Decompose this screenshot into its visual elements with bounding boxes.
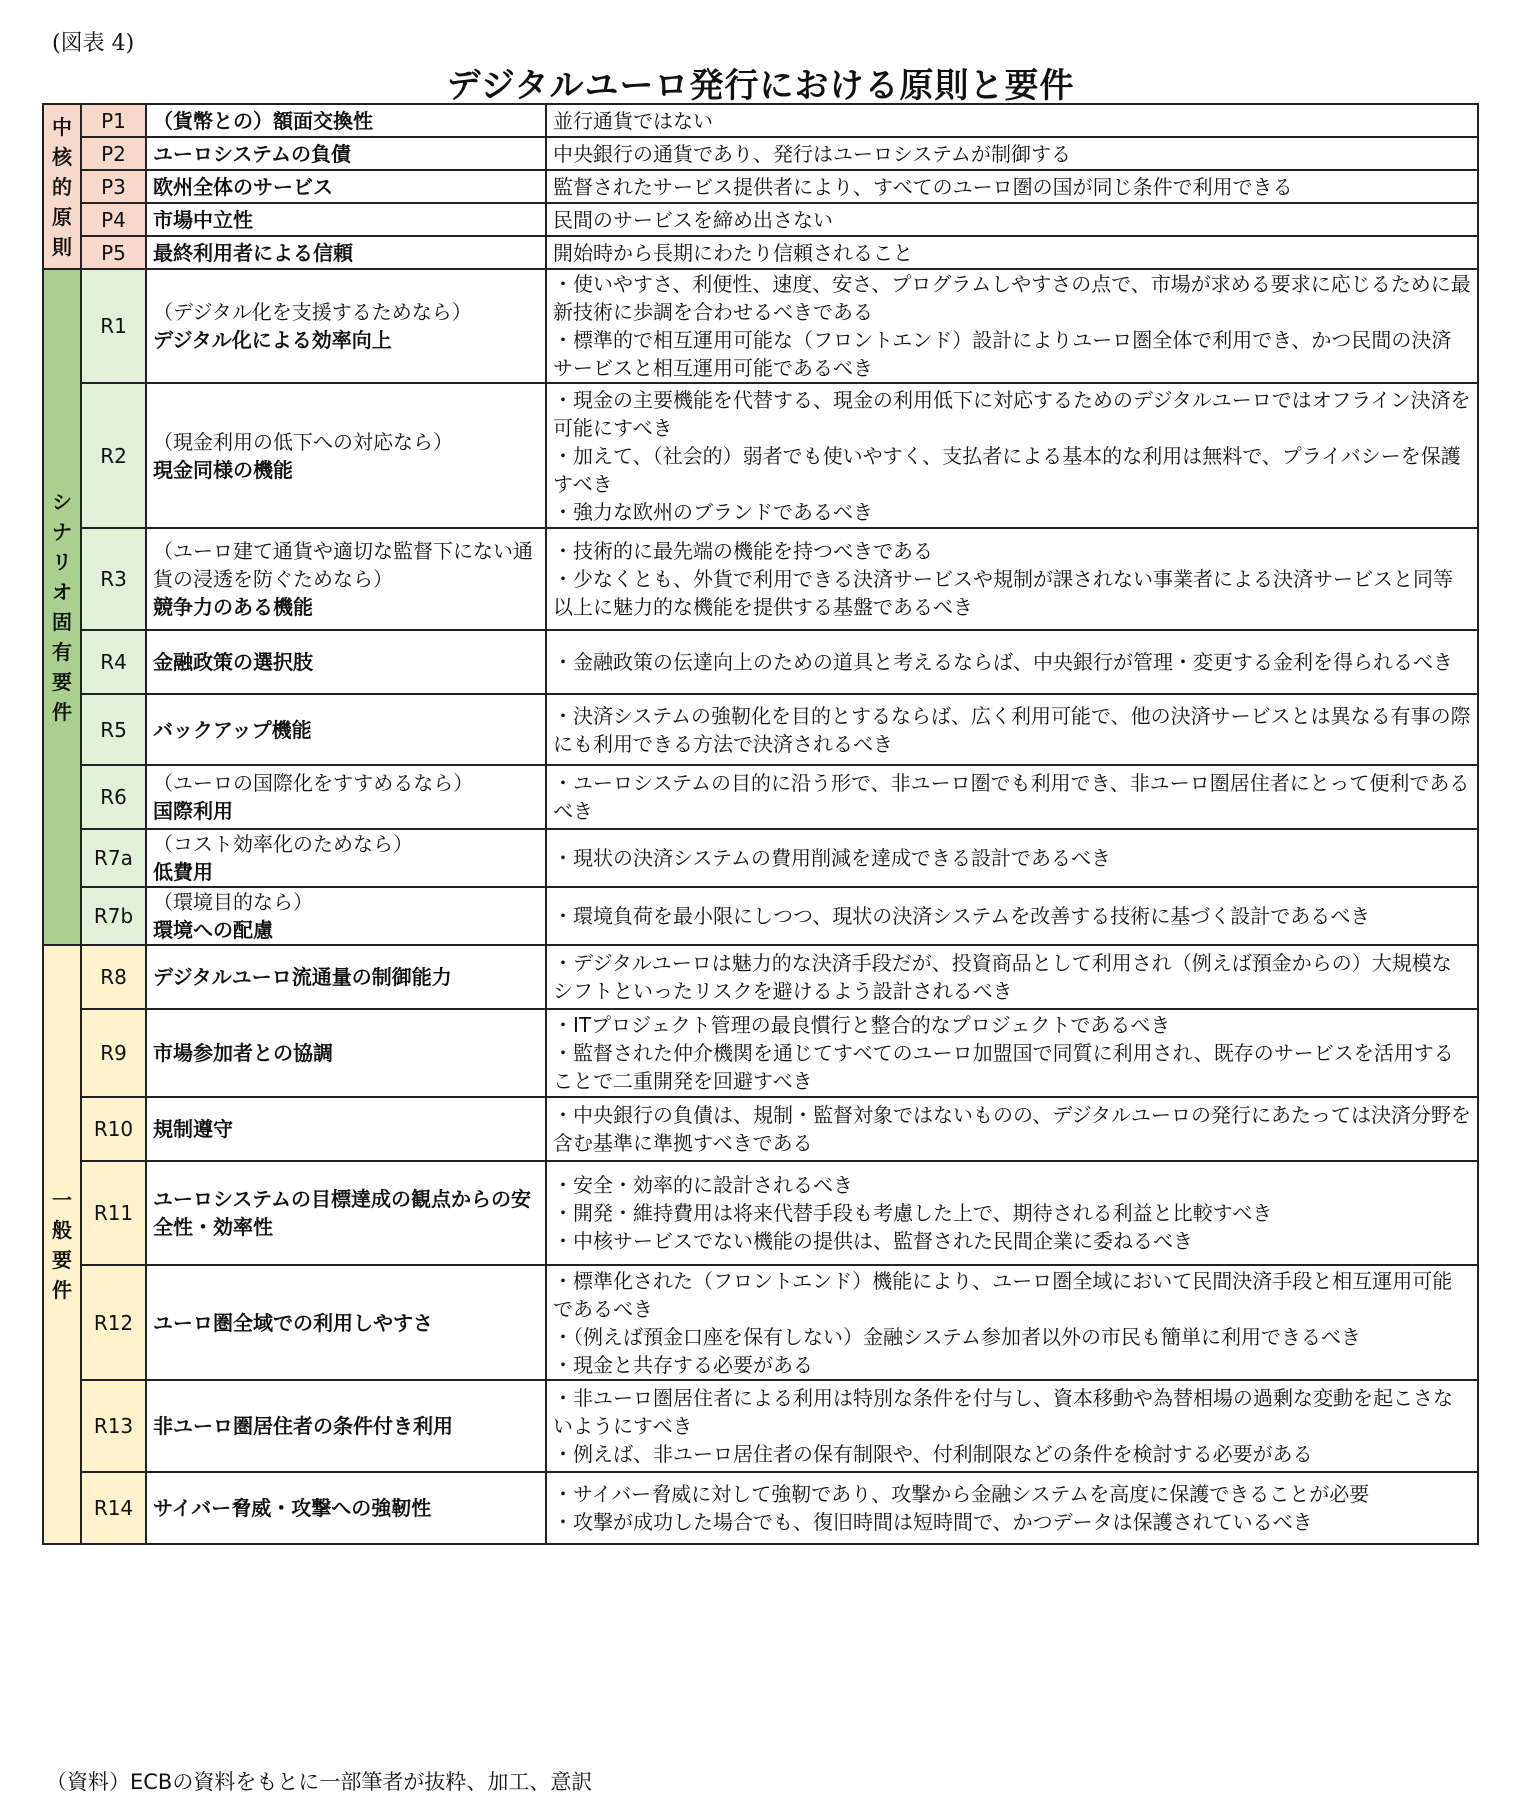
description-line: ・現状の決済システムの費用削減を達成できる設計であるべき xyxy=(553,846,1111,870)
requirement-name: デジタルユーロ流通量の制御能力 xyxy=(153,965,452,989)
table-row xyxy=(43,887,1478,945)
table-row xyxy=(43,236,1478,269)
requirement-description xyxy=(546,1009,1478,1097)
requirement-name: ユーロシステムの目標達成の観点からの安全性・効率性 xyxy=(153,1187,531,1239)
group-label-text: 中核的原則 xyxy=(52,114,72,259)
page-title: デジタルユーロ発行における原則と要件 xyxy=(446,66,1075,106)
figure-caption: (図表 4) xyxy=(52,31,135,56)
requirement-name: 非ユーロ圏居住者の条件付き利用 xyxy=(153,1414,453,1438)
group-label xyxy=(43,104,81,269)
requirement-condition: （ユーロ建て通貨や適切な監督下にない通貨の浸透を防ぐためなら） xyxy=(153,539,533,591)
requirement-name: 現金同様の機能 xyxy=(153,457,293,482)
requirement-name: 市場中立性 xyxy=(153,207,253,232)
description-line: 監督されたサービス提供者により、すべてのユーロ圏の国が同じ条件で利用できる xyxy=(553,174,1293,199)
requirement-name-cell xyxy=(146,170,546,203)
requirement-name-cell xyxy=(146,104,546,137)
requirement-description xyxy=(546,1472,1478,1544)
requirement-code: R4 xyxy=(81,630,146,694)
requirement-code: R2 xyxy=(81,383,146,528)
requirement-description xyxy=(546,203,1478,236)
requirement-name-cell xyxy=(146,1097,546,1161)
requirement-code: P2 xyxy=(81,137,146,170)
requirement-name-cell xyxy=(146,1472,546,1544)
requirement-code: R9 xyxy=(81,1009,146,1097)
description-line: ・加えて、（社会的）弱者でも使いやすく、支払者による基本的な利用は無料で、プライバシーを保護すべき xyxy=(553,443,1461,496)
requirement-name-cell xyxy=(146,203,546,236)
requirement-code: R7a xyxy=(81,829,146,887)
requirement-code: R3 xyxy=(81,528,146,630)
description-line: ・ITプロジェクト管理の最良慣行と整合的なプロジェクトであるべき xyxy=(553,1013,1171,1037)
requirement-description xyxy=(546,269,1478,383)
description-line: ・非ユーロ圏居住者による利用は特別な条件を付与し、資本移動や為替相場の過剰な変動を起こさないようにすべき xyxy=(553,1386,1453,1438)
requirement-name-cell xyxy=(146,1161,546,1265)
table-row xyxy=(43,528,1478,630)
source-note: （資料）ECBの資料をもとに一部筆者が抜粋、加工、意訳 xyxy=(46,1770,593,1794)
requirement-name-cell xyxy=(146,694,546,765)
description-line: ・環境負荷を最小限にしつつ、現状の決済システムを改善する技術に基づく設計であるべき xyxy=(553,904,1371,928)
requirement-description xyxy=(546,383,1478,528)
requirement-name: 最終利用者による信頼 xyxy=(153,240,353,265)
description-line: ・少なくとも、外貨で利用できる決済サービスや規制が課されない事業者による決済サービスと同等以上に魅力的な機能を提供する基盤であるべき xyxy=(553,567,1453,619)
requirement-code: R11 xyxy=(81,1161,146,1265)
description-line: ・サイバー脅威に対して強靭であり、攻撃から金融システムを高度に保護できることが必要 xyxy=(553,1482,1370,1506)
requirement-name-cell xyxy=(146,945,546,1009)
description-line: ・攻撃が成功した場合でも、復旧時間は短時間で、かつデータは保護されているべき xyxy=(553,1510,1313,1534)
description-line: ・中央銀行の負債は、規制・監督対象ではないものの、デジタルユーロの発行にあたっては決済分野を含む基準に準拠すべきである xyxy=(553,1103,1471,1155)
description-line: ・ユーロシステムの目的に沿う形で、非ユーロ圏でも利用でき、非ユーロ圏居住者にとって便利であるべき xyxy=(553,771,1470,823)
description-line: ・開発・維持費用は将来代替手段も考慮した上で、期待される利益と比較すべき xyxy=(553,1201,1273,1225)
requirement-name: 国際利用 xyxy=(153,799,233,823)
requirement-code: R8 xyxy=(81,945,146,1009)
requirement-name: ユーロシステムの負債 xyxy=(153,141,351,166)
requirement-name-cell xyxy=(146,630,546,694)
requirement-name: デジタル化による効率向上 xyxy=(153,328,392,352)
requirement-code: R5 xyxy=(81,694,146,765)
description-line: ・現金の主要機能を代替する、現金の利用低下に対応するためのデジタルユーロではオフライン決済を可能にすべき xyxy=(553,387,1471,440)
description-line: ・金融政策の伝達向上のための道具と考えるならば、中央銀行が管理・変更する金利を得られるべき xyxy=(553,650,1453,674)
description-line: ・現金と共存する必要がある xyxy=(553,1352,813,1377)
description-line: ・技術的に最先端の機能を持つべきである xyxy=(553,539,933,563)
requirement-code: R10 xyxy=(81,1097,146,1161)
requirement-name-cell xyxy=(146,887,546,945)
requirement-condition: （デジタル化を支援するためなら） xyxy=(153,300,472,324)
requirement-name: 規制遵守 xyxy=(153,1117,233,1141)
description-line: ・例えば、非ユーロ居住者の保有制限や、付利制限などの条件を検討する必要がある xyxy=(553,1442,1313,1466)
table-row xyxy=(43,137,1478,170)
requirement-condition: （ユーロの国際化をすすめるなら） xyxy=(153,771,474,795)
requirement-condition: （現金利用の低下への対応なら） xyxy=(153,429,453,454)
table-row xyxy=(43,1161,1478,1265)
requirement-description xyxy=(546,1265,1478,1380)
table-row xyxy=(43,694,1478,765)
group-label xyxy=(43,945,81,1544)
requirement-name: 金融政策の選択肢 xyxy=(153,650,313,674)
requirement-code: R12 xyxy=(81,1265,146,1380)
description-line: 並行通貨ではない xyxy=(553,108,713,133)
description-line: ・標準的で相互運用可能な（フロントエンド）設計によりユーロ圏全体で利用でき、かつ民間の決済サービスと相互運用可能であるべき xyxy=(553,328,1452,380)
requirement-name: 低費用 xyxy=(153,860,213,884)
description-line: ・標準化された（フロントエンド）機能により、ユーロ圏全域において民間決済手段と相互運用可能であるべき xyxy=(553,1268,1453,1321)
description-line: ・デジタルユーロは魅力的な決済手段だが、投資商品として利用され（例えば預金からの）大規模なシフトといったリスクを避けるよう設計されるべき xyxy=(553,951,1452,1003)
requirement-description xyxy=(546,528,1478,630)
description-line: ・（例えば預金口座を保有しない）金融システム参加者以外の市民も簡単に利用できるべき xyxy=(553,1324,1361,1349)
requirement-description xyxy=(546,236,1478,269)
requirement-code: R1 xyxy=(81,269,146,383)
requirement-description xyxy=(546,630,1478,694)
requirement-name: （貨幣との）額面交換性 xyxy=(153,108,373,133)
description-line: 開始時から長期にわたり信頼されること xyxy=(553,240,913,265)
requirement-name: ユーロ圏全域での利用しやすさ xyxy=(153,1310,433,1335)
description-line: ・決済システムの強靭化を目的とするならば、広く利用可能で、他の決済サービスとは異なる有事の際にも利用できる方法で決済されるべき xyxy=(553,703,1471,756)
requirement-name-cell xyxy=(146,269,546,383)
requirement-name: 欧州全体のサービス xyxy=(153,174,333,199)
description-line: ・監督された仲介機関を通じてすべてのユーロ加盟国で同質に利用され、既存のサービスを活用することで二重開発を回避すべき xyxy=(553,1041,1454,1093)
requirement-name: バックアップ機能 xyxy=(153,717,312,742)
table-row xyxy=(43,1265,1478,1380)
requirement-description xyxy=(546,170,1478,203)
table-row xyxy=(43,269,1478,383)
requirement-code: P3 xyxy=(81,170,146,203)
requirement-condition: （環境目的なら） xyxy=(153,890,313,914)
table-row xyxy=(43,829,1478,887)
requirement-code: P1 xyxy=(81,104,146,137)
group-label-text: 一般要件 xyxy=(52,1187,72,1302)
requirement-name: 環境への配慮 xyxy=(153,918,273,942)
table-row xyxy=(43,1097,1478,1161)
group-label-text: シナリオ固有要件 xyxy=(52,490,72,724)
requirement-code: R13 xyxy=(81,1380,146,1472)
table-row xyxy=(43,104,1478,137)
requirement-description xyxy=(546,1097,1478,1161)
requirement-description xyxy=(546,765,1478,829)
description-line: ・使いやすさ、利便性、速度、安さ、プログラムしやすさの点で、市場が求める要求に応じるために最新技術に歩調を合わせるべきである xyxy=(553,272,1471,324)
requirement-description xyxy=(546,887,1478,945)
requirement-name: 市場参加者との協調 xyxy=(153,1041,333,1065)
requirement-name: 競争力のある機能 xyxy=(153,595,313,619)
requirement-name: サイバー脅威・攻撃への強靭性 xyxy=(153,1496,432,1520)
requirement-name-cell xyxy=(146,1380,546,1472)
group-label xyxy=(43,269,81,945)
table-row xyxy=(43,945,1478,1009)
table-row xyxy=(43,630,1478,694)
description-line: ・中核サービスでない機能の提供は、監督された民間企業に委ねるべき xyxy=(553,1229,1193,1253)
requirement-description xyxy=(546,137,1478,170)
requirement-name-cell xyxy=(146,829,546,887)
table-row xyxy=(43,383,1478,528)
requirement-description xyxy=(546,694,1478,765)
requirement-name-cell xyxy=(146,137,546,170)
requirement-name-cell xyxy=(146,1265,546,1380)
requirement-code: R14 xyxy=(81,1472,146,1544)
table-row xyxy=(43,1472,1478,1544)
requirement-name-cell xyxy=(146,528,546,630)
requirement-name-cell xyxy=(146,236,546,269)
requirement-code: P4 xyxy=(81,203,146,236)
table-row xyxy=(43,1009,1478,1097)
requirement-code: R7b xyxy=(81,887,146,945)
description-line: ・安全・効率的に設計されるべき xyxy=(553,1173,853,1197)
table-row xyxy=(43,203,1478,236)
requirement-name-cell xyxy=(146,765,546,829)
description-line: ・強力な欧州のブランドであるべき xyxy=(553,499,873,524)
table-row xyxy=(43,765,1478,829)
requirement-description xyxy=(546,945,1478,1009)
table-row xyxy=(43,1380,1478,1472)
requirement-description xyxy=(546,829,1478,887)
requirement-name-cell xyxy=(146,383,546,528)
requirement-description xyxy=(546,1380,1478,1472)
requirement-description xyxy=(546,1161,1478,1265)
table-row xyxy=(43,170,1478,203)
requirement-code: R6 xyxy=(81,765,146,829)
requirement-condition: （コスト効率化のためなら） xyxy=(153,832,413,856)
description-line: 民間のサービスを締め出さない xyxy=(553,207,833,232)
requirement-code: P5 xyxy=(81,236,146,269)
requirement-name-cell xyxy=(146,1009,546,1097)
requirement-description xyxy=(546,104,1478,137)
description-line: 中央銀行の通貨であり、発行はユーロシステムが制御する xyxy=(553,141,1071,166)
requirements-table xyxy=(42,103,1479,1545)
